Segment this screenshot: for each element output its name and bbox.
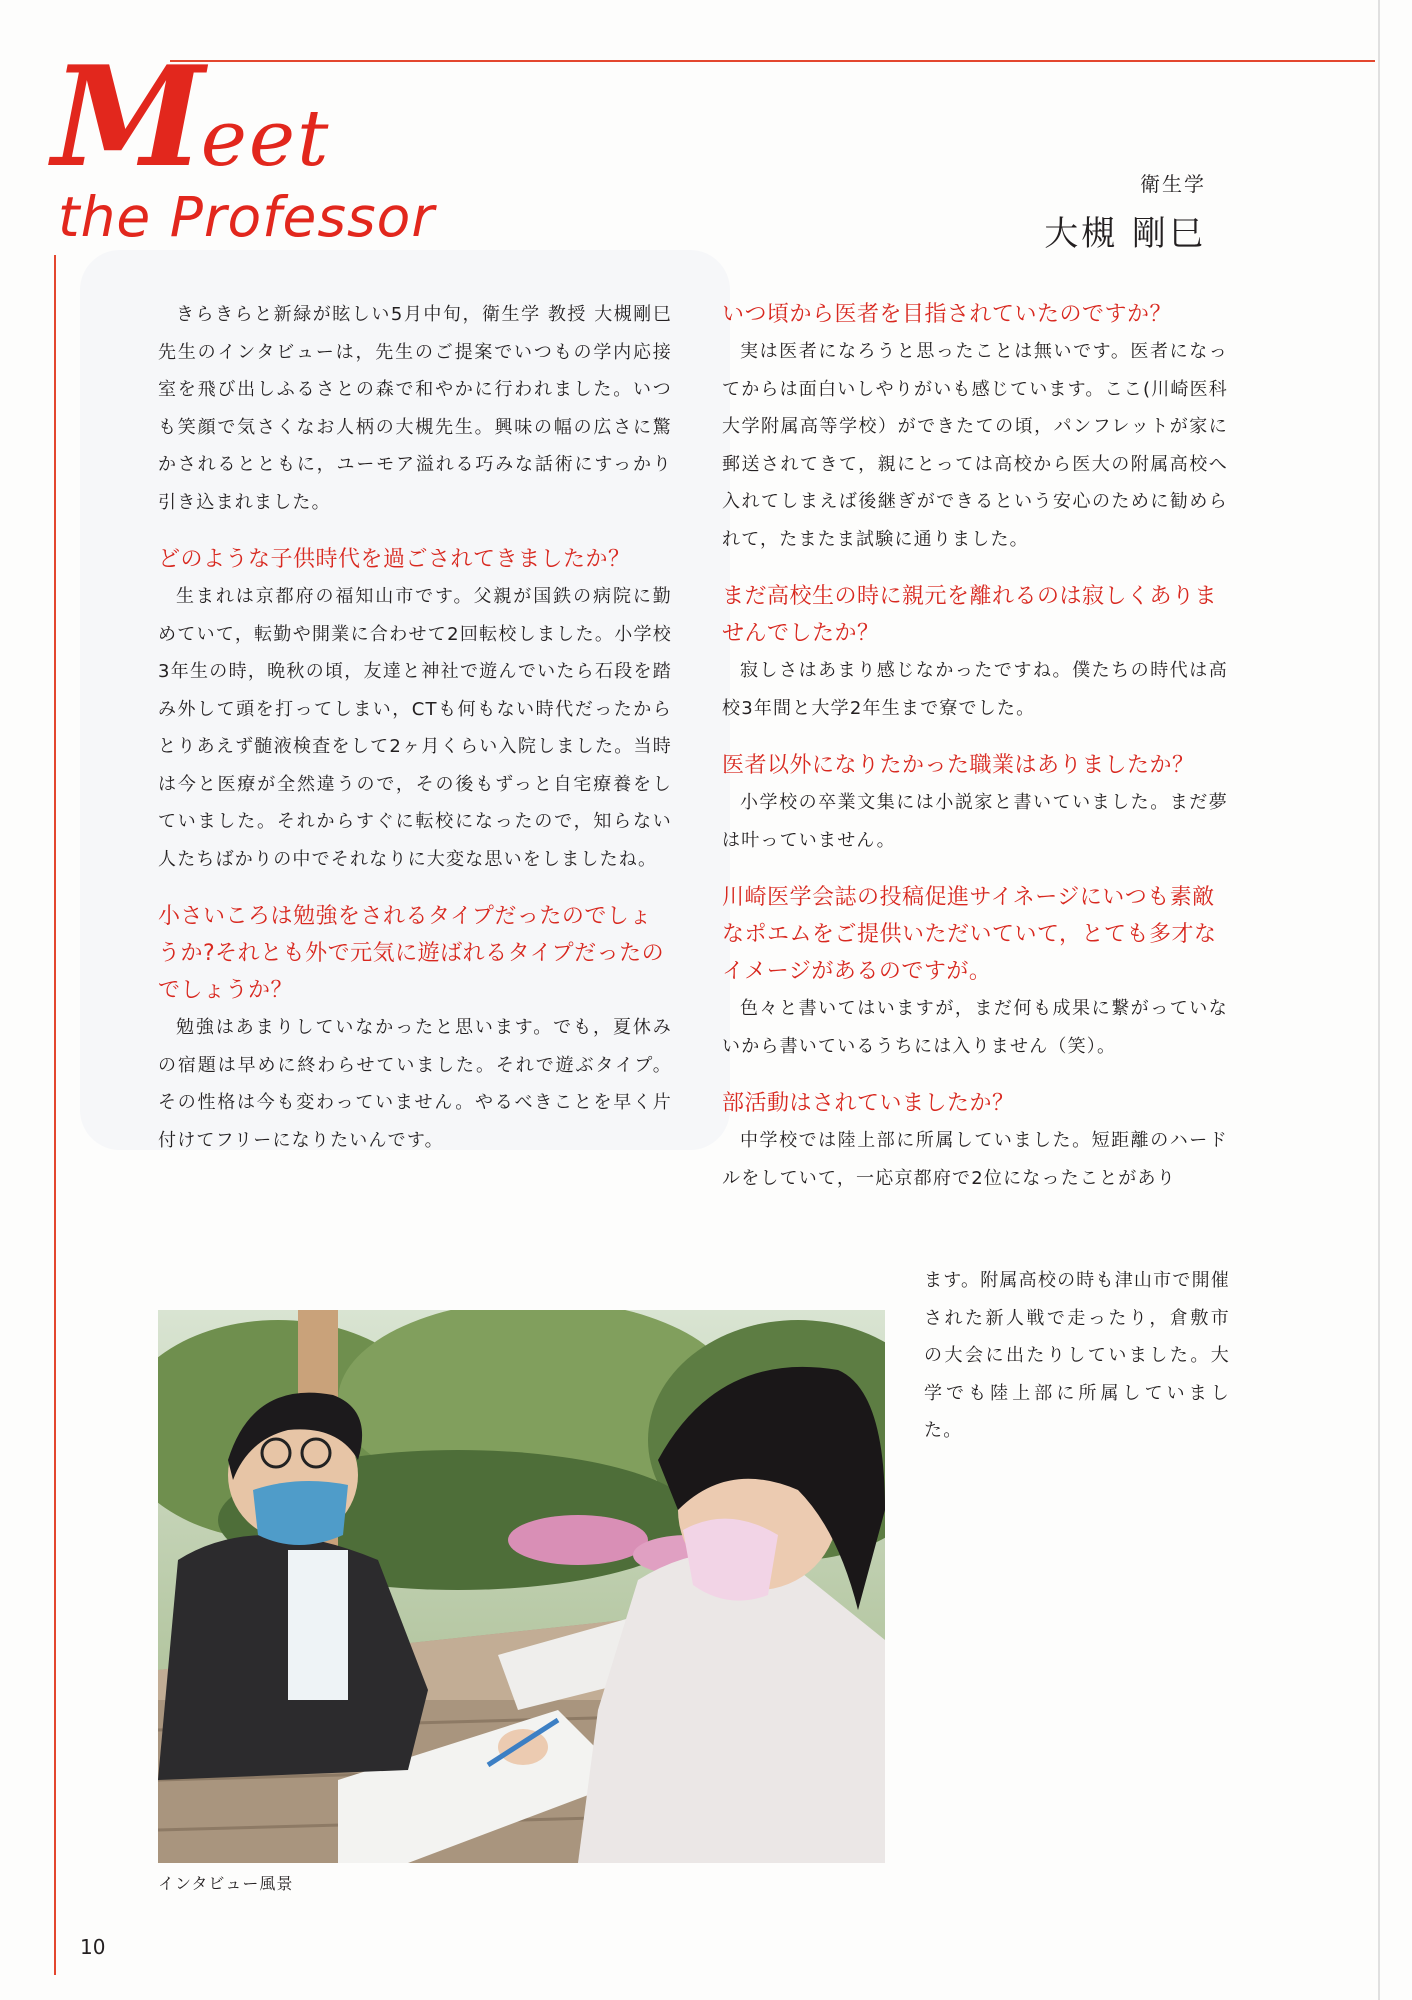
interview-photo (158, 1310, 885, 1863)
question-heading: まだ高校生の時に親元を離れるのは寂しくありませんでしたか？ (722, 584, 1218, 646)
department-label: 衛生学 (1140, 172, 1206, 196)
logo-meet-rest: eet (200, 94, 331, 184)
question-heading: 小さいころは勉強をされるタイプだったのでしょうか?それとも外で元気に遊ばれるタイプだったのでしょうか？ (158, 904, 665, 1003)
answer-paragraph: 小学校の卒業文集には小説家と書いていました。まだ夢は叶っていません。 (722, 792, 1228, 851)
answer-paragraph: 中学校では陸上部に所属していました。短距離のハードルをしていて，一応京都府で2位になったことがあり (722, 1130, 1228, 1189)
answer-paragraph: 生まれは京都府の福知山市です。父親が国鉄の病院に勤めていて，転勤や開業に合わせて2回転校しました。小学校3年生の時，晩秋の頃，友達と神社で遊んでいたら石段を踏み外して頭を打ってしまい，CTも何もない時代だったからとりあえず髄液検査をして2ヶ月くらい入院しました。当時は今と医療が全然違うので，その後もずっと自宅療養をしていました。それからすぐに転校になったので，知らない人たちばかりの中でそれなりに大変な思いをしましたね。 (158, 586, 672, 870)
answer-paragraph: 実は医者になろうと思ったことは無いです。医者になってからは面白いしやりがいも感じています。ここ(川崎医科大学附属高等学校）ができたての頃，パンフレットが家に郵送されてきて，親にとっては高校から医大の附属高校へ入れてしまえば後継ぎができるという安心のために勧められて，たまたま試験に通りました。 (722, 341, 1228, 550)
interview-photo-illustration (158, 1310, 885, 1863)
professor-name: 大槻 剛巳 (1044, 214, 1206, 254)
logo-meet (52, 35, 331, 198)
question-heading: いつ頃から医者を目指されていたのですか？ (722, 302, 1173, 327)
answer-paragraph: 色々と書いてはいますが，まだ何も成果に繋がっていないから書いているうちには入りません（笑）。 (722, 998, 1228, 1057)
photo-caption: インタビュー風景 (158, 1874, 294, 1893)
article-column-left (158, 296, 672, 1159)
question-heading: 川崎医学会誌の投稿促進サイネージにいつも素敵なポエムをご提供いただいていて，とても多才なイメージがあるのですが。 (722, 885, 1217, 984)
answer-paragraph-continued: ます。附属高校の時も津山市で開催された新人戦で走ったり，倉敷市の大会に出たりしていました。大学でも陸上部に所属していました。 (924, 1270, 1230, 1441)
answer-paragraph: 勉強はあまりしていなかったと思います。でも，夏休みの宿題は早めに終わらせていました。それで遊ぶタイプ。その性格は今も変わっていません。やるべきことを早く片付けてフリーになりたいんです。 (158, 1017, 672, 1151)
header-rule (170, 60, 1375, 62)
page-edge (1378, 0, 1380, 2000)
logo-the-professor: the Professor (58, 185, 435, 249)
page-number: 10 (80, 1935, 106, 1959)
left-margin-rule (54, 255, 56, 1975)
question-heading: 部活動はされていましたか？ (722, 1091, 1015, 1116)
answer-paragraph: 寂しさはあまり感じなかったですね。僕たちの時代は高校3年間と大学2年生まで寮でした。 (722, 660, 1228, 719)
article-column-right (722, 296, 1228, 1197)
question-heading: 医者以外になりたかった職業はありましたか？ (722, 753, 1195, 778)
logo-meet-initial: M (52, 35, 201, 198)
intro-paragraph: きらきらと新緑が眩しい5月中旬，衛生学 教授 大槻剛巳先生のインタビューは，先生のご提案でいつもの学内応接室を飛び出しふるさとの森で和やかに行われました。いつも笑顔で気さくなお人柄の大槻先生。興味の幅の広さに驚かされるとともに，ユーモア溢れる巧みな話術にすっかり引き込まれました。 (158, 304, 672, 513)
question-heading: どのような子供時代を過ごされてきましたか？ (158, 547, 631, 572)
